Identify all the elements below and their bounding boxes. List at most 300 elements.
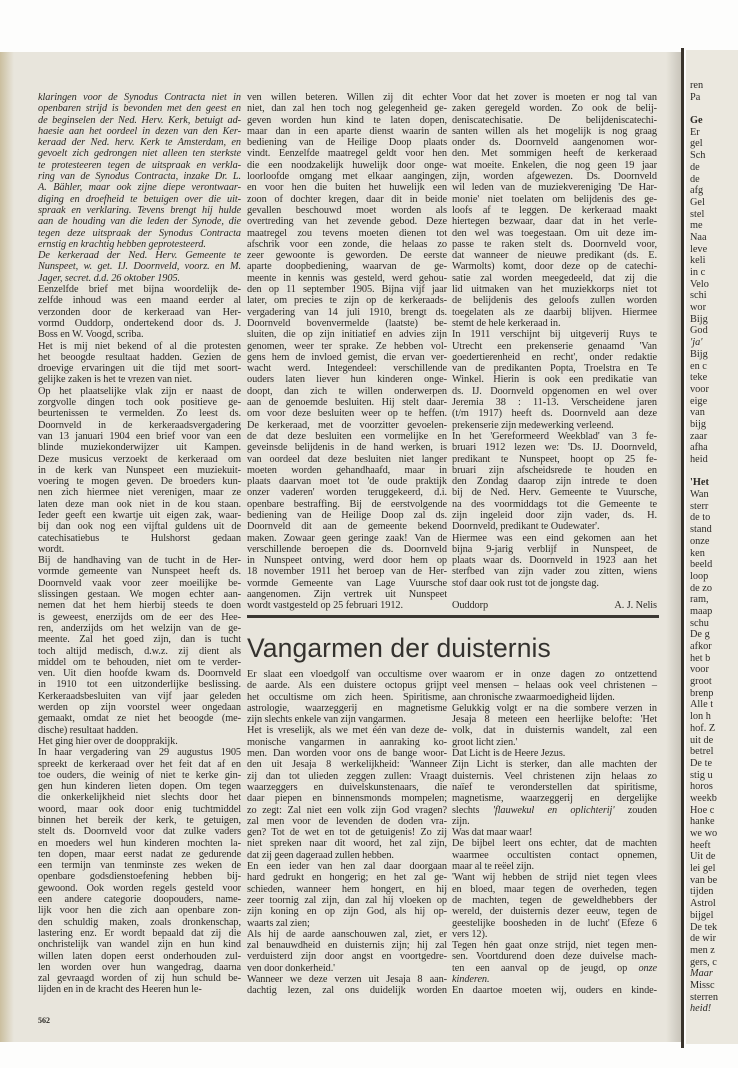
text-line bbox=[247, 363, 447, 374]
text-line bbox=[690, 361, 718, 373]
text-run: stof daar ook rust tot de jongste dag. bbox=[452, 577, 599, 589]
text-run: gelijke zaken is het te vrezen van niet. bbox=[38, 374, 193, 386]
book-gutter bbox=[681, 48, 684, 1048]
text-line bbox=[452, 985, 657, 996]
text-run: afschrik voor een zonde, die helaas zo bbox=[247, 238, 447, 250]
text-line bbox=[38, 917, 241, 928]
article-column-1 bbox=[38, 92, 241, 996]
text-run: plaats daarvan moet tot 'de oude praktijk bbox=[247, 476, 447, 488]
text-run: wordt. bbox=[38, 543, 65, 555]
text-run: Gel bbox=[690, 196, 705, 208]
text-run: aan de genoemde besluiten. Hij stelt daar- bbox=[247, 397, 447, 409]
italic-text: kinderen. bbox=[452, 974, 490, 986]
text-run: waarmee occultisten contact opnemen, bbox=[452, 849, 657, 861]
text-line bbox=[247, 499, 447, 510]
text-run: bediening van de Heilige Doop zal ds. bbox=[247, 509, 447, 521]
text-run: wat moeite. Enkelen, die nog geen 19 jaar bbox=[452, 159, 657, 171]
italic-text: 'ja' bbox=[690, 337, 703, 349]
text-line bbox=[247, 725, 447, 736]
text-run: Deze musicus verzoekt de kerkeraad om bbox=[38, 453, 241, 465]
text-line bbox=[690, 583, 718, 595]
text-line bbox=[38, 533, 241, 544]
text-line bbox=[38, 137, 241, 148]
paragraph bbox=[452, 703, 657, 748]
text-run: diging en droefheid te betuigen over die uit- bbox=[38, 193, 241, 205]
text-run: zouden bbox=[614, 804, 657, 816]
text-run: willen laten dopen eerst onderhouden zul- bbox=[38, 950, 241, 962]
text-run: Jesaja 8 meteen een heerlijke belofte: 'Het bbox=[452, 714, 657, 726]
italic-text: onze bbox=[638, 962, 657, 974]
text-run: geestelijke boosheden in de lucht' (Efeze 6 bbox=[452, 917, 657, 929]
text-run: in c bbox=[690, 267, 706, 278]
text-run: loorloofde omgang met elkaar aangingen, bbox=[247, 171, 447, 183]
text-run: afha bbox=[690, 442, 708, 454]
text-line bbox=[690, 477, 718, 489]
text-run: Naa bbox=[690, 231, 707, 243]
text-line bbox=[38, 702, 241, 713]
text-run: de beginselen der Ned. Herv. Kerk, betuigt ad- bbox=[38, 114, 241, 126]
text-run: overtreding van het zevende gebod. Deze bbox=[247, 216, 447, 228]
text-run: gemaakt, omdat ze niet het beoogde (me- bbox=[38, 713, 241, 725]
text-line bbox=[452, 454, 657, 465]
italic-text: 'flauwekul en oplichterij' bbox=[492, 804, 615, 816]
text-line bbox=[690, 758, 718, 770]
text-line bbox=[38, 487, 241, 498]
text-run: Ieder geeft een kwartje uit eigen zak, waar- bbox=[38, 509, 241, 521]
text-run: Doornveld dit aan de gemeente bekend bbox=[247, 521, 447, 533]
text-line bbox=[38, 668, 241, 679]
text-line bbox=[38, 905, 241, 916]
paragraph bbox=[247, 974, 447, 997]
paragraph bbox=[452, 748, 657, 759]
text-run: A. Bähler, maar ook zijne diepe verontwaar- bbox=[38, 182, 241, 194]
text-line bbox=[690, 816, 718, 828]
text-run: den op 11 september 1905. Bijna vijf jaar bbox=[247, 284, 447, 296]
text-line bbox=[247, 273, 447, 284]
text-run: groot bbox=[690, 676, 712, 688]
text-run: lastering enz. Er wordt bepaald dat zij die bbox=[38, 927, 241, 939]
text-run: men. Dan worden voor ons de bange woor- bbox=[247, 748, 447, 760]
text-line bbox=[247, 137, 447, 148]
text-run: na des voormiddags tot die Gemeente te bbox=[452, 498, 657, 510]
text-run: dachtig lezen, zal ons duidelijk worden bbox=[247, 985, 447, 997]
text-line bbox=[690, 174, 718, 186]
text-run: van be bbox=[690, 874, 718, 886]
italic-text: Maar bbox=[690, 968, 713, 980]
text-run: toegelaten als ze daarbij blijven. Hiermee bbox=[452, 306, 657, 318]
text-line bbox=[247, 600, 447, 611]
text-run: niet spreken naar dit woord, het zal zijn, bbox=[247, 838, 447, 850]
text-line bbox=[38, 984, 241, 995]
text-run: Doornveld vaak voor zeer moeilijke be- bbox=[38, 577, 241, 589]
text-line bbox=[247, 126, 447, 137]
text-line bbox=[247, 929, 447, 940]
text-line bbox=[38, 408, 241, 419]
text-run: Uit de bbox=[690, 851, 716, 863]
text-line bbox=[690, 711, 718, 723]
text-run: lon h bbox=[690, 711, 711, 723]
text-line bbox=[247, 771, 447, 782]
paragraph bbox=[38, 284, 241, 340]
text-line bbox=[247, 420, 447, 431]
text-run: en c bbox=[690, 360, 707, 372]
text-run: sterfbed van zijn vader zou zitten, wiens bbox=[452, 566, 657, 578]
text-line bbox=[452, 578, 657, 589]
text-line bbox=[690, 770, 718, 782]
text-run: Op het plaatselijke vlak zijn er naast de bbox=[38, 385, 241, 397]
text-line bbox=[690, 933, 718, 945]
text-run: En een ieder van hen zal daar doorgaan bbox=[247, 861, 447, 873]
text-run: gewoond. Ook worden regels gesteld voor bbox=[38, 882, 241, 894]
text-line bbox=[690, 197, 718, 209]
paragraph bbox=[452, 669, 657, 703]
text-run: zijn slechts enkele van zijn vangarmen. bbox=[247, 714, 406, 726]
text-run: verzonden door de kerkeraad van Her- bbox=[38, 306, 241, 318]
text-run: Utrecht een prekenserie genaamd 'Van bbox=[452, 340, 657, 352]
text-line bbox=[38, 352, 241, 363]
text-line bbox=[247, 261, 447, 272]
text-line bbox=[452, 714, 657, 725]
text-line bbox=[452, 284, 657, 295]
text-run: leve bbox=[690, 243, 708, 255]
text-run: aan chronische zwaarmoedigheid lijden. bbox=[452, 691, 615, 703]
text-line bbox=[452, 160, 657, 171]
text-run: Hoe c bbox=[690, 804, 715, 816]
text-run: de to bbox=[690, 512, 711, 524]
text-run: monische vangarmen in aanraking ko- bbox=[247, 736, 447, 748]
text-line bbox=[690, 664, 718, 676]
text-line bbox=[247, 307, 447, 318]
text-line bbox=[38, 521, 241, 532]
text-line bbox=[690, 781, 718, 793]
text-line bbox=[38, 555, 241, 566]
text-line bbox=[690, 606, 718, 618]
paragraph bbox=[452, 940, 657, 985]
text-line bbox=[452, 838, 657, 849]
text-line bbox=[38, 103, 241, 114]
text-run: naïef te veronderstellen dat spiritisme, bbox=[452, 781, 657, 793]
text-run: ds. IJ. Doornveld opgenomen en wel over bbox=[452, 385, 657, 397]
text-line bbox=[452, 386, 657, 397]
text-run: dat wanneer de nieuwe predikant (ds. E. bbox=[452, 250, 657, 262]
text-run: waarts zal zien; bbox=[247, 917, 310, 929]
text-line bbox=[38, 499, 241, 510]
text-line bbox=[38, 962, 241, 973]
text-run: openbare bestraffing. Bij de eerstvolgende bbox=[247, 498, 447, 510]
text-run: den schuldig maken, zoals dronkenschap, bbox=[38, 916, 241, 928]
text-line bbox=[247, 329, 447, 340]
text-run: zijn, worden afgewezen. Ds. Doornveld bbox=[452, 171, 657, 183]
paragraph bbox=[38, 386, 241, 555]
text-run: magnetisme, waarzeggerij en dergelijke bbox=[452, 793, 657, 805]
text-run: van oordeel dat deze besluiten niet langer bbox=[247, 453, 447, 465]
text-line bbox=[247, 589, 447, 600]
text-run: daar piepen en binnensmonds mompelen; bbox=[247, 793, 447, 805]
text-run: Gelukkig volgt er na die sombere verzen in bbox=[452, 702, 657, 714]
text-line bbox=[452, 499, 657, 510]
text-run: woord, maar ook door enig tuchtmiddel bbox=[38, 803, 241, 815]
text-line bbox=[38, 205, 241, 216]
text-line bbox=[690, 442, 718, 454]
text-line bbox=[690, 267, 718, 279]
text-run: ten dopen, maar eerst nadat ze gedurende bbox=[38, 848, 241, 860]
text-line bbox=[452, 963, 657, 974]
text-run: lid uitmaken van het muziekkorps niet tot bbox=[452, 284, 657, 296]
text-line bbox=[690, 454, 718, 466]
text-line bbox=[247, 951, 447, 962]
text-run: God bbox=[690, 325, 708, 337]
text-line bbox=[38, 679, 241, 690]
text-line bbox=[247, 341, 447, 352]
article-column-3 bbox=[452, 92, 657, 612]
paragraph bbox=[38, 736, 241, 747]
text-run: gevallen beschouwd moet worden als bbox=[247, 204, 447, 216]
text-run: onze bbox=[690, 535, 710, 547]
text-line bbox=[452, 228, 657, 239]
text-line bbox=[690, 536, 718, 548]
text-line bbox=[247, 906, 447, 917]
italic-text: heid! bbox=[690, 1003, 712, 1015]
text-line bbox=[452, 182, 657, 193]
text-run: hard gedrukt en hongerig; en het zal ge- bbox=[247, 872, 447, 884]
text-run: de bbox=[690, 161, 700, 173]
text-line bbox=[247, 566, 447, 577]
text-run: de aarde. Als een duistere octopus grijpt bbox=[247, 680, 447, 692]
text-line bbox=[247, 408, 447, 419]
text-run: een termijn van tenminste zes weken de bbox=[38, 860, 241, 872]
text-line bbox=[452, 115, 657, 126]
text-line bbox=[247, 782, 447, 793]
text-line bbox=[690, 419, 718, 431]
text-line bbox=[247, 850, 447, 861]
text-line bbox=[452, 341, 657, 352]
text-line bbox=[38, 510, 241, 521]
text-line bbox=[38, 261, 241, 272]
text-run: vormde Gemeente van Lage Vuursche bbox=[247, 577, 447, 589]
text-line bbox=[690, 185, 718, 197]
text-run: Doornveld, predikant te Oudewater'. bbox=[452, 521, 600, 533]
text-run: veel mensen – helaas ook veel christenen – bbox=[452, 680, 657, 692]
text-run: het occultisme om zich heen. Spiritisme, bbox=[247, 691, 447, 703]
text-run: Warmolts) komt, door deze op de catechi- bbox=[452, 261, 657, 273]
text-line bbox=[247, 194, 447, 205]
text-line bbox=[690, 290, 718, 302]
text-line bbox=[690, 629, 718, 641]
page-number: 562 bbox=[38, 1016, 50, 1025]
text-line bbox=[452, 692, 657, 703]
text-run: spreekt de kerkeraad over het feit dat af en bbox=[38, 758, 241, 770]
text-line bbox=[452, 205, 657, 216]
text-run: hanke bbox=[690, 816, 715, 828]
text-run: predikant te Nunspeet, hoopt op 25 fe- bbox=[452, 453, 657, 465]
paragraph bbox=[38, 747, 241, 996]
text-run: brenp bbox=[690, 687, 714, 699]
text-run: spraak en verklaring. Tevens brengt hij hulde bbox=[38, 204, 241, 216]
text-line bbox=[247, 397, 447, 408]
text-line bbox=[38, 341, 241, 352]
text-run: vindt. Eenzelfde maatregel geldt voor hen bbox=[247, 148, 447, 160]
text-run: te protesteeren tegen de uitspraak en verkla- bbox=[38, 159, 241, 171]
text-run: lijk voor hen die zich aan openbare zon- bbox=[38, 905, 241, 917]
text-run: is geweest, enerzijds om de eer des Hee- bbox=[38, 611, 241, 623]
text-run: In 1911 verschijnt bij uitgeverij Ruys te bbox=[452, 329, 657, 341]
text-run: schieden, wanneer hem hongert, en hij bbox=[247, 883, 447, 895]
text-line bbox=[452, 103, 657, 114]
text-line bbox=[38, 883, 241, 894]
text-line bbox=[38, 115, 241, 126]
text-run: onchristelijk van wandel zijn en hun kind bbox=[38, 939, 241, 951]
text-run: onzer vaderen' worden teruggekeerd, d.i. bbox=[247, 487, 447, 499]
text-line bbox=[690, 384, 718, 396]
text-run: zoon of dochter kregen, daar dit in beide bbox=[247, 193, 447, 205]
text-run: In haar vergadering van 29 augustus 1905 bbox=[38, 747, 241, 759]
text-run: de bbox=[690, 173, 700, 185]
text-run: in de kerk van Nunspeet een muziekuit- bbox=[38, 464, 241, 476]
text-run: moeten worden gehandhaafd, maar in bbox=[247, 464, 447, 476]
paragraph bbox=[452, 827, 657, 838]
text-line bbox=[690, 349, 718, 361]
text-line bbox=[247, 985, 447, 996]
text-run: zelfde inhoud was een maand eerder al bbox=[38, 295, 241, 307]
text-line bbox=[452, 126, 657, 137]
text-run: toe ouders, die weinig of niet te kerke gin- bbox=[38, 769, 241, 781]
text-run: Er bbox=[690, 126, 700, 138]
text-run: geven worden hun kind te laten dopen, bbox=[247, 114, 447, 126]
text-line bbox=[247, 544, 447, 555]
text-run: waarom er in onze dagen zo ontzettend bbox=[452, 669, 657, 680]
text-line bbox=[452, 974, 657, 985]
gutter-shadow bbox=[666, 52, 681, 1042]
text-run: zaar bbox=[690, 430, 708, 442]
text-line bbox=[38, 736, 241, 747]
text-run: gen? Tot de wet en tot de getuigenis! Zo zij bbox=[247, 827, 447, 839]
text-line bbox=[247, 352, 447, 363]
text-run: bij dan ook nog een vijftal guldens uit de bbox=[38, 521, 241, 533]
text-line bbox=[452, 906, 657, 917]
text-run: uit de bbox=[690, 734, 714, 746]
text-run: Nunspeet, w. get. IJ. Doornveld, voorz. en M. bbox=[38, 261, 241, 273]
paragraph bbox=[38, 341, 241, 386]
text-run: hiertegen bezwaar, daar dat in het verle- bbox=[452, 216, 657, 228]
text-run: de belijdenis des geloofs zullen worden bbox=[452, 295, 657, 307]
text-line bbox=[452, 273, 657, 284]
text-line bbox=[690, 641, 718, 653]
text-line bbox=[247, 465, 447, 476]
text-run: onder ds. Doornveld aangenomen wor- bbox=[452, 137, 657, 149]
text-line bbox=[247, 115, 447, 126]
text-line bbox=[690, 723, 718, 735]
text-run: maap bbox=[690, 605, 713, 617]
text-run: betrel bbox=[690, 746, 714, 758]
text-line bbox=[452, 137, 657, 148]
text-line bbox=[38, 228, 241, 239]
text-run: keraad der Ned. herv. Kerk te Amsterdam, en bbox=[38, 137, 241, 149]
text-line bbox=[38, 148, 241, 159]
text-run: En daartoe moeten wij, ouders en kinde- bbox=[452, 985, 657, 997]
text-line bbox=[247, 284, 447, 295]
text-line bbox=[247, 737, 447, 748]
text-run: Pa bbox=[690, 91, 701, 103]
text-line bbox=[247, 205, 447, 216]
text-line bbox=[690, 805, 718, 817]
text-line bbox=[247, 476, 447, 487]
text-run: wereld, der duisternis dezer eeuw, tegen de bbox=[452, 906, 657, 918]
text-line bbox=[452, 884, 657, 895]
text-run: Kerkeraadsbesluiten van vijf jaar geleden bbox=[38, 690, 241, 702]
text-run: Eenzelfde brief met bijna woordelijk de- bbox=[38, 284, 241, 296]
paragraph bbox=[452, 838, 657, 872]
text-run: den uit Jesaja 8 werkelijkheid: 'Wanneer bbox=[247, 759, 447, 771]
text-run: afkor bbox=[690, 641, 712, 652]
text-line bbox=[247, 216, 447, 227]
text-run: Winkel. Hierin is ook een predikatie van bbox=[452, 374, 657, 386]
text-run: toch altijd medisch, d.w.z. zij dient als bbox=[38, 645, 241, 657]
text-run: dische) resultaat hadden. bbox=[38, 724, 139, 736]
text-run: Wanneer we deze verzen uit Jesaja 8 aan- bbox=[247, 974, 447, 986]
text-line bbox=[452, 918, 657, 929]
text-line bbox=[247, 374, 447, 385]
paragraph bbox=[247, 725, 447, 861]
text-line bbox=[247, 884, 447, 895]
text-line bbox=[690, 548, 718, 560]
text-run: voor bbox=[690, 383, 709, 395]
text-line bbox=[690, 302, 718, 314]
text-run: die onkerkelijkheid niet slechts door het bbox=[38, 792, 241, 804]
text-line bbox=[38, 646, 241, 657]
text-run: ring van de Synodus Contracta, inzake Dr. L. bbox=[38, 171, 241, 183]
text-run: prekenserie zijn medewerking verleend. bbox=[452, 419, 614, 431]
text-line bbox=[452, 465, 657, 476]
text-line bbox=[247, 827, 447, 838]
text-line bbox=[247, 386, 447, 397]
text-line bbox=[690, 103, 718, 115]
text-line bbox=[38, 860, 241, 871]
text-line bbox=[452, 329, 657, 340]
text-run: verschillende beroepen die ds. Doornveld bbox=[247, 543, 447, 555]
paragraph bbox=[452, 759, 657, 827]
text-run: en moeders wel hun kinderen mochten la- bbox=[38, 837, 241, 849]
text-run: maar al te reëel zijn. bbox=[452, 861, 534, 873]
article-column-2 bbox=[247, 92, 447, 612]
text-run: gel bbox=[690, 138, 703, 150]
text-run: wor bbox=[690, 302, 707, 314]
text-line bbox=[247, 714, 447, 725]
text-line bbox=[38, 329, 241, 340]
text-line bbox=[38, 815, 241, 826]
text-run: Hiermee was een eind gekomen aan het bbox=[452, 532, 657, 544]
text-run: openbaren strijd is bevonden met den geest en bbox=[38, 103, 241, 115]
text-line bbox=[38, 182, 241, 193]
text-line bbox=[247, 861, 447, 872]
text-run: zij dan tot ulieden zeggen zullen: Vraagt bbox=[247, 770, 447, 782]
text-line bbox=[690, 127, 718, 139]
text-run: lei gel bbox=[690, 863, 716, 875]
text-line bbox=[690, 653, 718, 665]
text-run: geveinsde belijdenis in de hand werken, is bbox=[247, 442, 447, 454]
text-run: zijn ingeleid door zijn vader, ds. H. bbox=[452, 509, 657, 521]
text-run: keli bbox=[690, 255, 706, 267]
text-line bbox=[247, 940, 447, 951]
text-line bbox=[690, 314, 718, 326]
text-line bbox=[452, 940, 657, 951]
text-line bbox=[38, 973, 241, 984]
text-line bbox=[38, 454, 241, 465]
text-run: teke bbox=[690, 372, 708, 384]
text-run: genomen, weer ter sprake. Ze hebben vol- bbox=[247, 340, 447, 352]
text-line bbox=[38, 894, 241, 905]
text-line bbox=[38, 826, 241, 837]
paragraph bbox=[452, 533, 657, 589]
